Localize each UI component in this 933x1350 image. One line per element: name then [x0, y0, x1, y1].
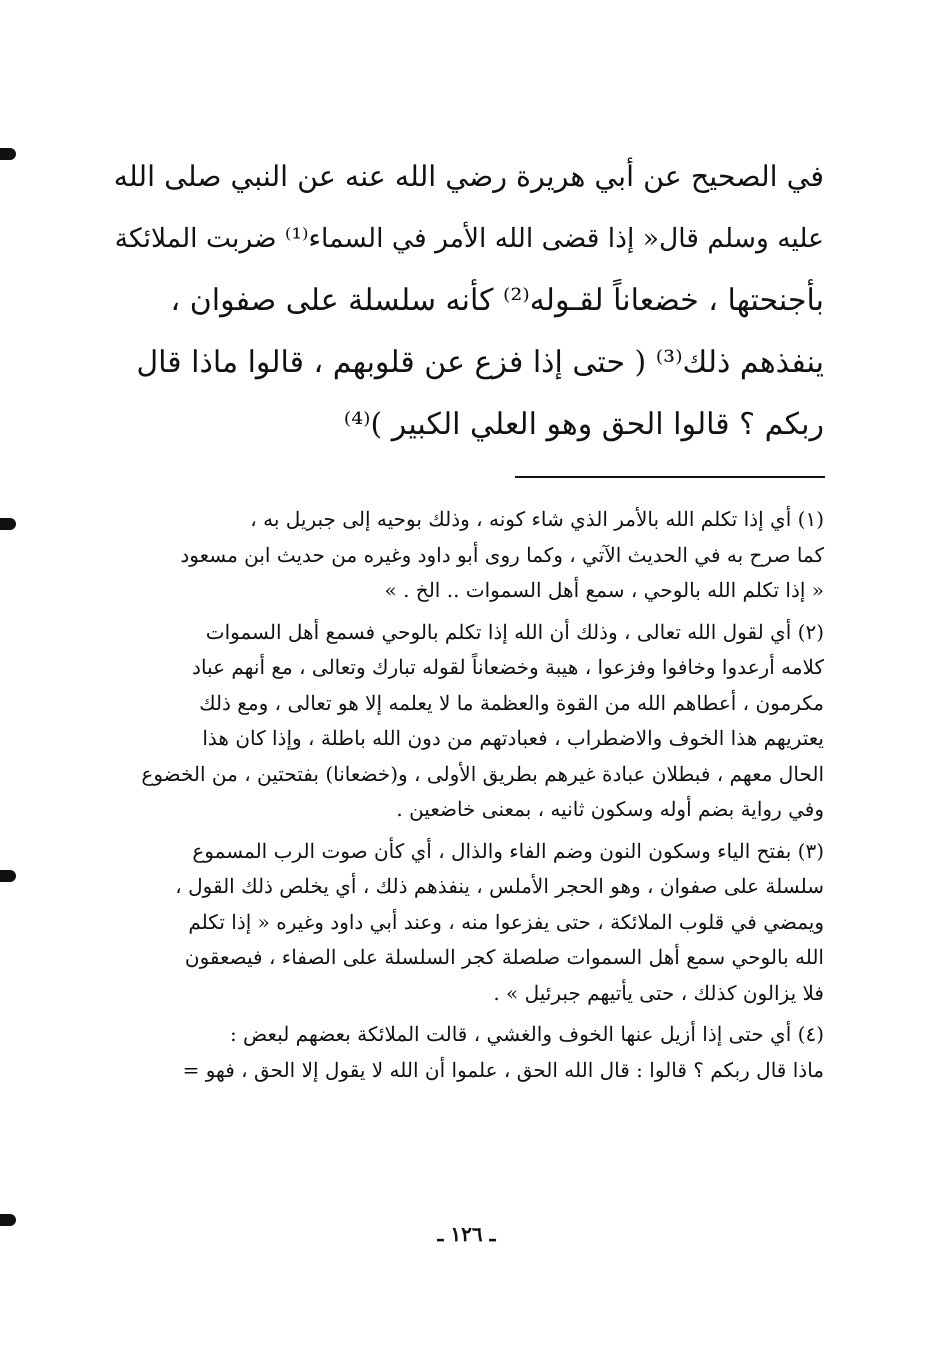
footnote-line: كما صرح به في الحديث الآتي ، وكما روى أبو داود وغيره من حديث ابن مسعود: [180, 542, 824, 567]
footnote-line: (١) أي إذا تكلم الله بالأمر الذي شاء كونه ، وذلك بوحيه إلى جبريل به ،: [250, 507, 824, 531]
binding-mark: [0, 518, 16, 530]
footnote-line: ويمضي في قلوب الملائكة ، حتى يفزعوا منه ، وعند أبي داود وغيره « إذا تكلم: [188, 909, 824, 934]
footnote-2: [100, 615, 824, 828]
footnote-4: [100, 1017, 824, 1088]
text-line: في الصحيح عن أبي هريرة رضي الله عنه عن النبي صلى الله: [113, 160, 824, 193]
footnote-line: « إذا تكلم الله بالوحي ، سمع أهل السموات .. الخ . »: [384, 578, 824, 602]
footnote-separator: [515, 476, 825, 478]
text-line: بأجنحتها ، خضعاناً لقـوله⁽²⁾ كأنه سلسلة على صفوان ،: [170, 283, 824, 318]
footnote-1: [100, 502, 824, 609]
footnote-line: وفي رواية بضم أوله وسكون ثانيه ، بمعنى خاضعين .: [396, 797, 824, 821]
text-line: ينفذهم ذلك⁽³⁾ ( حتى إذا فزع عن قلوبهم ، قالوا ماذا قال: [136, 345, 824, 380]
binding-mark: [0, 870, 16, 882]
footnote-line: (٤) أي حتى إذا أزيل عنها الخوف والغشي ، قالت الملائكة بعضهم لبعض :: [229, 1022, 824, 1046]
footnotes: [100, 502, 824, 1094]
footnote-line: الله بالوحي سمع أهل السموات صلصلة كجر السلسلة على الصفاء ، فيصعقون: [184, 945, 824, 969]
binding-mark: [0, 148, 16, 160]
text-line: ربكم ؟ قالوا الحق وهو العلي الكبير )⁽⁴⁾: [343, 407, 824, 442]
page-number: ـ ١٢٦ ـ: [437, 1222, 496, 1246]
footnote-line: (٣) بفتح الياء وسكون النون وضم الفاء والذال ، أي كأن صوت الرب المسموع: [192, 838, 824, 863]
footnote-line: يعتريهم هذا الخوف والاضطراب ، فعبادتهم من دون الله باطلة ، وإذا كان هذا: [202, 726, 824, 750]
footnote-line: (٢) أي لقول الله تعالى ، وذلك أن الله إذا تكلم بالوحي فسمع أهل السموات: [205, 619, 824, 644]
text-line: عليه وسلم قال« إذا قضى الله الأمر في السماء⁽¹⁾ ضربت الملائكة: [114, 223, 824, 254]
footnote-line: مكرمون ، أعطاهم الله من القوة والعظمة ما لا يعلمه إلا هو تعالى ، ومع ذلك: [199, 690, 824, 715]
footnote-line: كلامه أرعدوا وخافوا وفزعوا ، هيبة وخضعاناً لقوله تبارك وتعالى ، مع أنهم عباد: [192, 655, 824, 679]
footnote-line: الحال معهم ، فبطلان عبادة غيرهم بطريق الأولى ، و(خضعانا) بفتحتين ، من الخضوع: [141, 761, 824, 786]
hadith-text: [104, 146, 824, 456]
footnote-3: [100, 834, 824, 1012]
footnote-line: سلسلة على صفوان ، وهو الحجر الأملس ، ينفذهم ذلك ، أي يخلص ذلك القول ،: [175, 874, 824, 898]
footnote-line: فلا يزالون كذلك ، حتى يأتيهم جبرئيل » .: [493, 980, 824, 1005]
footnote-line: ماذا قال ربكم ؟ قالوا : قال الله الحق ، علموا أن الله لا يقول إلا الحق ، فهو =: [182, 1057, 824, 1082]
